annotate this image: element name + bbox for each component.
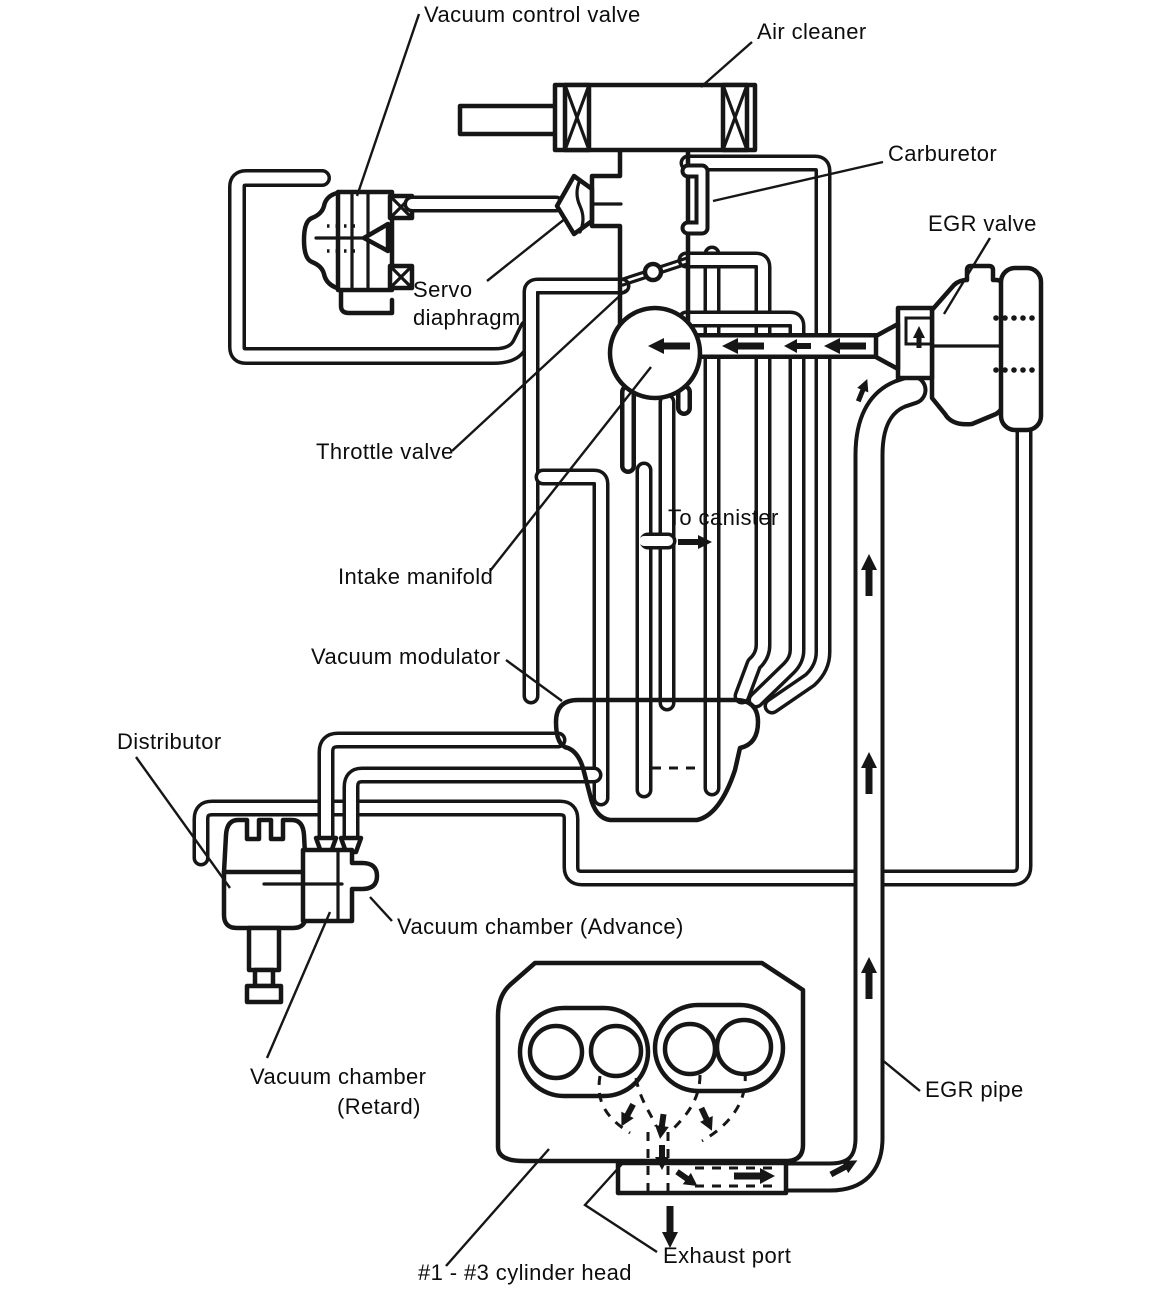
vacuum-chamber-advance-leader [370,897,392,921]
air-cleaner-leader [701,42,752,87]
egr-pipe-shape [788,390,912,1177]
cylinder-head-leader [446,1149,549,1266]
vacuum-chamber-retard-label-2: (Retard) [337,1094,421,1119]
servo-diaphragm-label-2: diaphragm [413,305,521,330]
vacuum-control-valve-shape [304,192,412,313]
to-canister-label: To canister [668,505,779,530]
servo-diaphragm-leader [487,218,566,281]
intake-manifold-label: Intake manifold [338,564,494,589]
vacuum-chamber-advance-label: Vacuum chamber (Advance) [397,914,684,939]
vacuum-chamber-retard-label-1: Vacuum chamber [250,1064,427,1089]
air-cleaner-shape [460,85,755,150]
vacuum-modulator-shape [556,700,758,820]
cylinder-head-shape [498,963,803,1161]
distributor-shape [224,820,306,1002]
exhaust-port-label: Exhaust port [663,1243,792,1268]
vacuum-control-valve-leader [357,14,419,196]
egr-pipe-leader [881,1059,920,1091]
throttle-valve-label: Throttle valve [316,439,454,464]
egr-pipe-label: EGR pipe [925,1077,1024,1102]
vacuum-control-valve-label: Vacuum control valve [424,2,641,27]
egr-valve-label: EGR valve [928,211,1037,236]
carburetor-label: Carburetor [888,141,998,166]
distributor-vacuum-lines [326,740,594,846]
air-cleaner-label: Air cleaner [757,19,867,44]
cylinder-head-label: #1 - #3 cylinder head [418,1260,632,1285]
vacuum-modulator-label: Vacuum modulator [311,644,501,669]
servo-diaphragm-label-1: Servo [413,277,473,302]
distributor-label: Distributor [117,729,222,754]
distributor-leader [136,757,230,888]
